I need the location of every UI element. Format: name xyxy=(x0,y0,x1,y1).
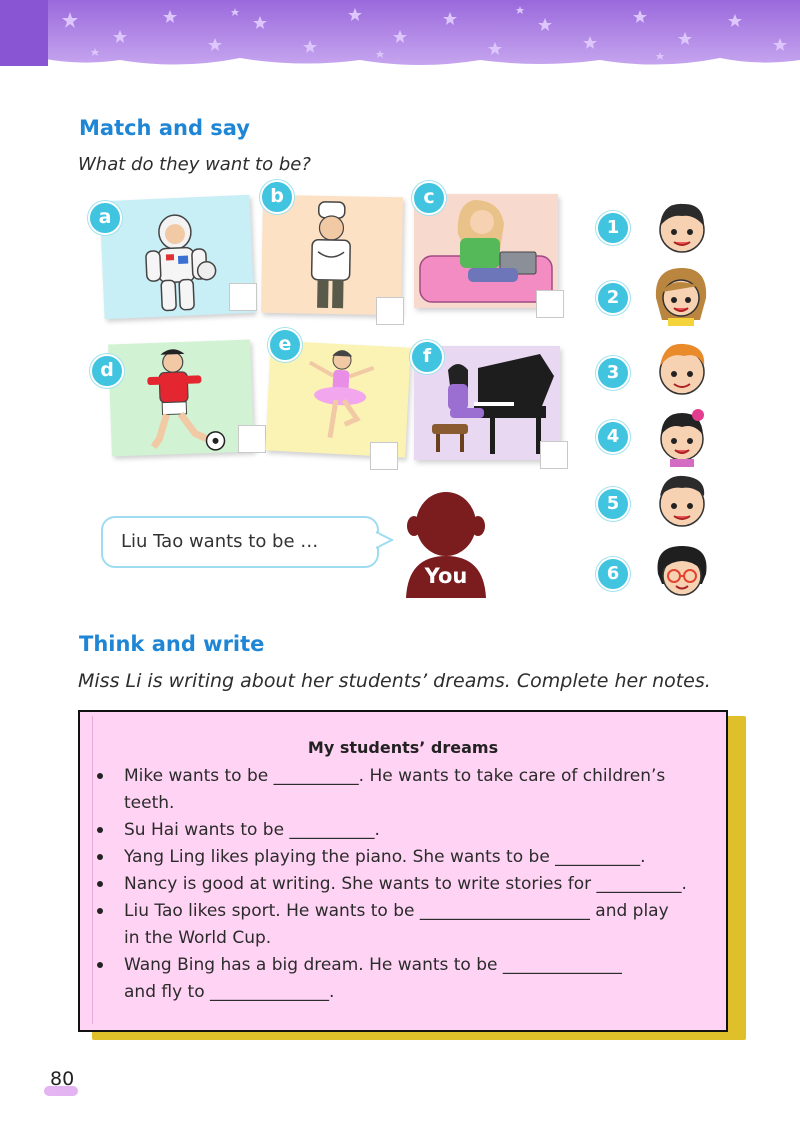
section-title-write: Think and write xyxy=(79,632,265,656)
note-line-3: Yang Ling likes playing the piano. She wants to be __________. xyxy=(124,847,646,867)
section-subtitle-write: Miss Li is writing about her students’ dreams. Complete her notes. xyxy=(78,670,711,692)
answer-box-c[interactable] xyxy=(536,290,564,318)
bullet xyxy=(97,962,103,968)
speech-bubble xyxy=(101,516,379,568)
note-line-5-cont: in the World Cup. xyxy=(124,928,272,948)
notes-title: My students’ dreams xyxy=(307,738,499,757)
note-line-6: Wang Bing has a big dream. He wants to be ______________ xyxy=(124,955,622,975)
letter-badge-c: c xyxy=(412,181,446,215)
answer-box-a[interactable] xyxy=(229,283,257,311)
note-line-1-cont: teeth. xyxy=(124,793,175,813)
picture-card-d xyxy=(108,340,254,457)
bullet xyxy=(97,854,103,860)
section-subtitle-match: What do they want to be? xyxy=(78,154,311,175)
letter-badge-d: d xyxy=(90,354,124,388)
you-label: You xyxy=(424,564,468,588)
bullet xyxy=(97,908,103,914)
note-line-1: Mike wants to be __________. He wants to take care of children’s xyxy=(124,766,666,786)
child-face-5 xyxy=(654,470,710,534)
child-face-6 xyxy=(652,540,712,604)
page-number: 80 xyxy=(50,1068,75,1090)
answer-box-d[interactable] xyxy=(238,425,266,453)
answer-box-f[interactable] xyxy=(540,441,568,469)
number-badge-3: 3 xyxy=(596,356,630,390)
child-face-3 xyxy=(654,338,710,402)
notes-inner xyxy=(92,716,713,1024)
answer-box-b[interactable] xyxy=(376,297,404,325)
number-badge-5: 5 xyxy=(596,487,630,521)
football-player-illustration xyxy=(108,340,254,457)
number-badge-1: 1 xyxy=(596,211,630,245)
note-line-6-cont: and fly to ______________. xyxy=(124,982,335,1002)
number-badge-6: 6 xyxy=(596,557,630,591)
child-face-4 xyxy=(654,405,710,467)
speech-bubble-text: Liu Tao wants to be … xyxy=(121,531,319,552)
letter-badge-f: f xyxy=(410,340,444,374)
notes-card xyxy=(78,710,728,1032)
bullet xyxy=(97,881,103,887)
bullet xyxy=(97,827,103,833)
letter-badge-e: e xyxy=(268,328,302,362)
bullet xyxy=(97,773,103,779)
letter-badge-b: b xyxy=(260,180,294,214)
speech-bubble-tail xyxy=(376,530,394,552)
section-title-match: Match and say xyxy=(79,116,250,140)
star-pattern-banner xyxy=(0,0,800,72)
note-line-2: Su Hai wants to be __________. xyxy=(124,820,380,840)
header-banner xyxy=(0,0,800,72)
note-line-5: Liu Tao likes sport. He wants to be ____________________ and play xyxy=(124,901,669,921)
note-line-4: Nancy is good at writing. She wants to write stories for __________. xyxy=(124,874,687,894)
number-badge-2: 2 xyxy=(596,281,630,315)
answer-box-e[interactable] xyxy=(370,442,398,470)
number-badge-4: 4 xyxy=(596,420,630,454)
child-face-2 xyxy=(652,262,710,326)
child-face-1 xyxy=(654,196,710,260)
letter-badge-a: a xyxy=(88,201,122,235)
